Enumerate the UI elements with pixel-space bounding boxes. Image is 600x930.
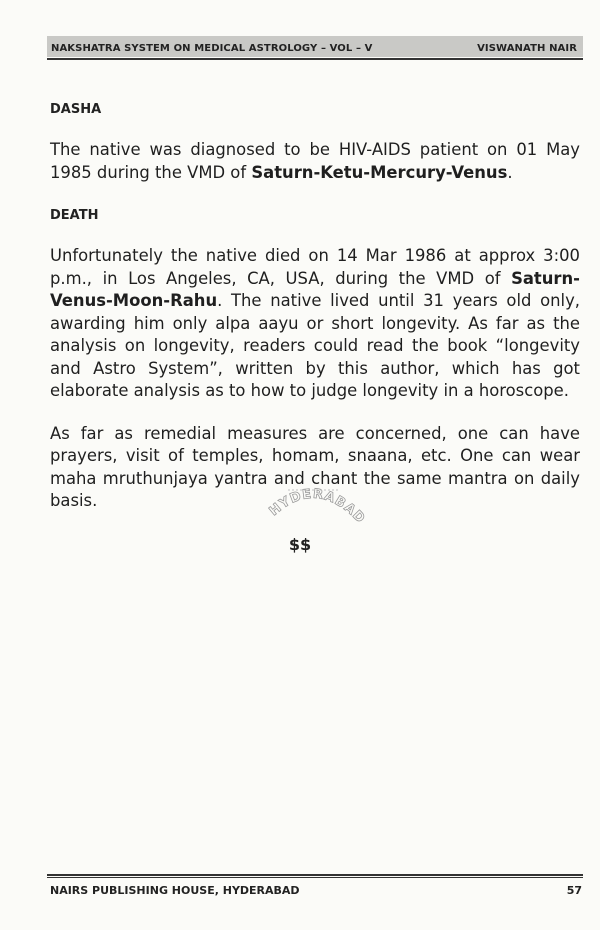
footer-rule: [47, 874, 583, 878]
paragraph-text: . The native lived until 31 years old only, awarding him only alpa aayu or short longevity. As far as the analysis on longevity, readers could read the book “longevity and Astro System”, written by this author, which has got elaborate analysis as to how to judge longevity in a horoscope.: [50, 291, 580, 400]
section-heading-death: DEATH: [50, 208, 99, 223]
end-mark: $$: [288, 535, 312, 554]
svg-text:HYDERABAD: HYDERABAD: [266, 486, 368, 527]
bold-period: Saturn-Ketu-Mercury-Venus: [251, 162, 508, 182]
header-rule: [47, 58, 583, 60]
running-header: [47, 36, 583, 57]
paragraph-text: .: [507, 162, 513, 182]
page-number: 57: [566, 884, 582, 897]
page-body: [50, 102, 580, 513]
book-title: NAKSHATRA SYSTEM ON MEDICAL ASTROLOGY – VOL – V: [51, 43, 373, 54]
paragraph-remedies: As far as remedial measures are concerned, one can have prayers, visit of temples, homam, snaana, etc. One can wear maha mruthunjaya yantra and chant the same mantra on daily basis.: [50, 423, 580, 510]
bold-period: Saturn-Venus-Moon-Rahu: [50, 268, 580, 310]
publisher-name: NAIRS PUBLISHING HOUSE, HYDERABAD: [50, 884, 300, 897]
paragraph-text: The native was diagnosed to be HIV-AIDS patient on 01 May 1985 during the VMD of: [50, 140, 580, 182]
paragraph-death: [50, 245, 580, 403]
section-heading-dasha: DASHA: [50, 102, 102, 117]
paragraph-dasha: [50, 139, 580, 184]
paragraph-text: Unfortunately the native died on 14 Mar 1986 at approx 3:00 p.m., in Los Angeles, CA, USA, during the VMD of: [50, 246, 580, 288]
hyderabad-stamp: [258, 478, 368, 528]
author-name: VISWANATH NAIR: [477, 43, 577, 54]
